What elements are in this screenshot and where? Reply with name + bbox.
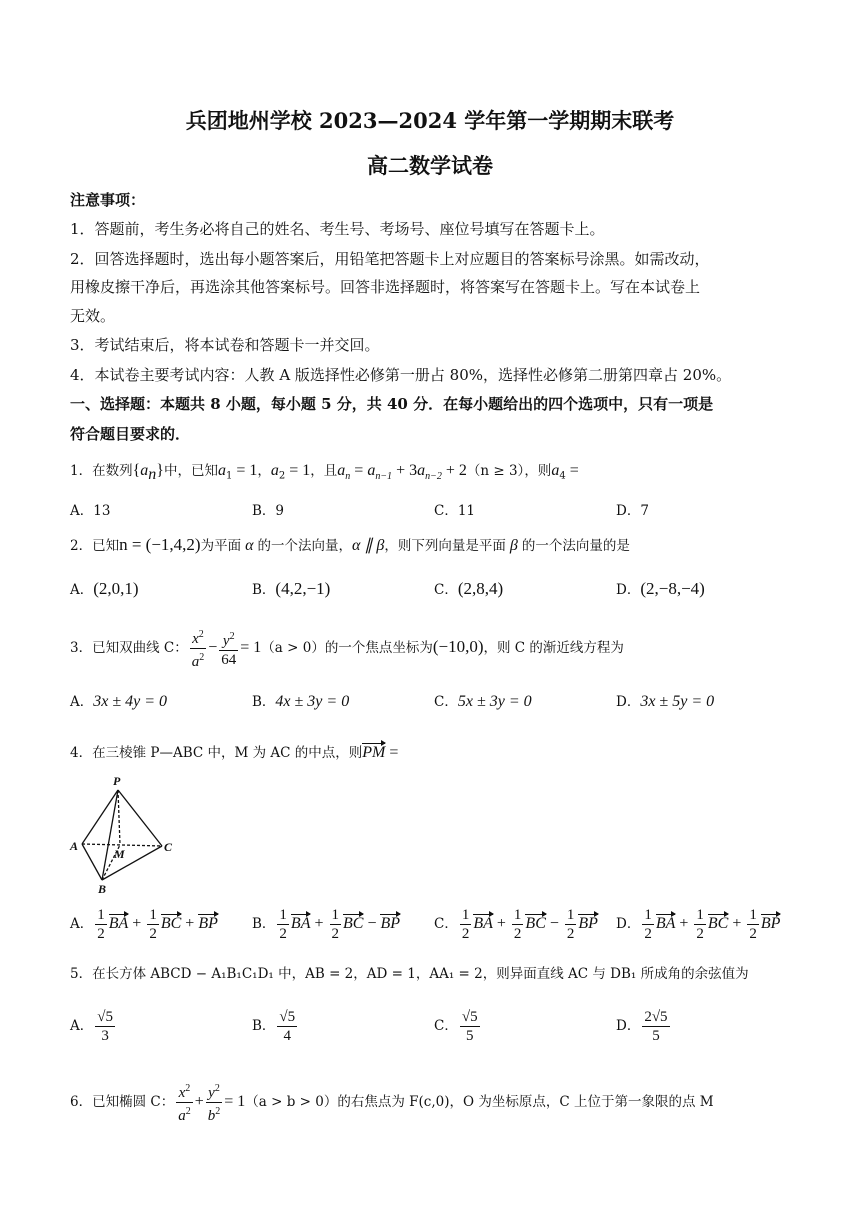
q3-option-d: D．3x ± 5y = 0 bbox=[616, 693, 715, 710]
q5-option-b: B． $\frac{√5}{4}$ bbox=[252, 1009, 296, 1044]
q5-option-a: A． $\frac{√5}{3}$ bbox=[70, 1009, 113, 1044]
tetrahedron-figure bbox=[68, 772, 180, 896]
question-3: 3．已知双曲线 C： $\frac{x^2}{a^2}$ − $\frac{y^2}{64}$ = 1（a > 0）的一个焦点坐标为(−10,0)，则 C 的渐近线方程为 bbox=[70, 626, 624, 671]
q5-option-d: D． $\frac{2√5}{5}$ bbox=[616, 1009, 668, 1044]
notice-item-2-end: 无效。 bbox=[70, 307, 116, 325]
section-heading: 一、选择题：本题共 8 小题，每小题 5 分，共 40 分．在每小题给出的四个选项中，只有一项是 bbox=[70, 395, 714, 413]
vertex-label-b: B bbox=[98, 882, 107, 896]
q4-option-d: D． $\frac{1}{2}$ BA + $\frac{1}{2}$ BC + $\frac{1}{2}$ BP bbox=[616, 907, 781, 942]
notice-item-2-cont: 用橡皮擦干净后，再选涂其他答案标号。回答非选择题时，将答案写在答题卡上。写在本试卷上 bbox=[70, 278, 701, 296]
q1-option-a: A．13 bbox=[70, 503, 111, 519]
q3-option-b: B．4x ± 3y = 0 bbox=[252, 693, 350, 710]
q4-option-a: A． $\frac{1}{2}$ BA + $\frac{1}{2}$ BC + BP bbox=[70, 907, 218, 942]
notice-item-1: 1．答题前，考生务必将自己的姓名、考生号、考场号、座位号填写在答题卡上。 bbox=[70, 220, 605, 238]
q2-option-b: B．(4,2,−1) bbox=[252, 579, 331, 598]
question-1: 1．在数列$\{a_n\}$中，已知$a_1 = 1$，$a_2 = 1$，且$a_n = a_{n-1} + 3a_{n-2} + 2(n \ge 3)$，则$a_4$ = bbox=[70, 462, 579, 484]
question-2: 2．已知n = (−1,4,2)为平面 α 的一个法向量，α ∥ β，则下列向量是平面 β 的一个法向量的是 bbox=[70, 535, 630, 554]
q1-option-b: B．9 bbox=[252, 503, 285, 519]
section-heading-cont: 符合题目要求的． bbox=[70, 425, 191, 443]
q1-option-c: C．11 bbox=[434, 503, 476, 519]
q3-option-c: C．5x ± 3y = 0 bbox=[434, 693, 532, 710]
q4-option-c: C． $\frac{1}{2}$ BA + $\frac{1}{2}$ BC − $\frac{1}{2}$ BP bbox=[434, 907, 598, 942]
point-label-m: M bbox=[114, 847, 125, 861]
q5-option-c: C． $\frac{√5}{5}$ bbox=[434, 1009, 478, 1044]
notice-item-2: 2．回答选择题时，选出每小题答案后，用铅笔把答题卡上对应题目的答案标号涂黑。如需改动， bbox=[70, 250, 710, 268]
q2-option-a: A．(2,0,1) bbox=[70, 579, 139, 598]
notice-item-3: 3．考试结束后，将本试卷和答题卡一并交回。 bbox=[70, 336, 380, 354]
notice-heading: 注意事项： bbox=[70, 191, 146, 209]
question-5: 5．在长方体 ABCD − A₁B₁C₁D₁ 中，AB = 2，AD = 1，AA₁ = 2，则异面直线 AC 与 DB₁ 所成角的余弦值为 bbox=[70, 966, 749, 982]
q4-option-b: B． $\frac{1}{2}$ BA + $\frac{1}{2}$ BC − BP bbox=[252, 907, 401, 942]
question-6: 6．已知椭圆 C： $\frac{x^2}{a^2}$ + $\frac{y^2}{b^2}$ = 1（a > b > 0）的右焦点为 F(c,0)，O 为坐标原点，C 上位于第一象限的点 M bbox=[70, 1080, 714, 1125]
q3-option-a: A．3x ± 4y = 0 bbox=[70, 693, 168, 710]
vertex-label-c: C bbox=[164, 840, 173, 854]
q1-option-d: D．7 bbox=[616, 503, 649, 519]
question-4: 4．在三棱锥 P—ABC 中，M 为 AC 的中点，则PM = bbox=[70, 744, 399, 761]
q2-option-c: C．(2,8,4) bbox=[434, 579, 504, 598]
exam-subtitle: 高二数学试卷 bbox=[367, 153, 493, 178]
vertex-label-a: A bbox=[70, 839, 79, 853]
q2-option-d: D．(2,−8,−4) bbox=[616, 579, 705, 598]
exam-title: 兵团地州学校 2023—2024 学年第一学期期末联考 bbox=[185, 108, 675, 133]
vertex-label-p: P bbox=[113, 774, 121, 788]
notice-item-4: 4．本试卷主要考试内容：人教 A 版选择性必修第一册占 80%，选择性必修第二册第四章占 20%。 bbox=[70, 366, 732, 384]
